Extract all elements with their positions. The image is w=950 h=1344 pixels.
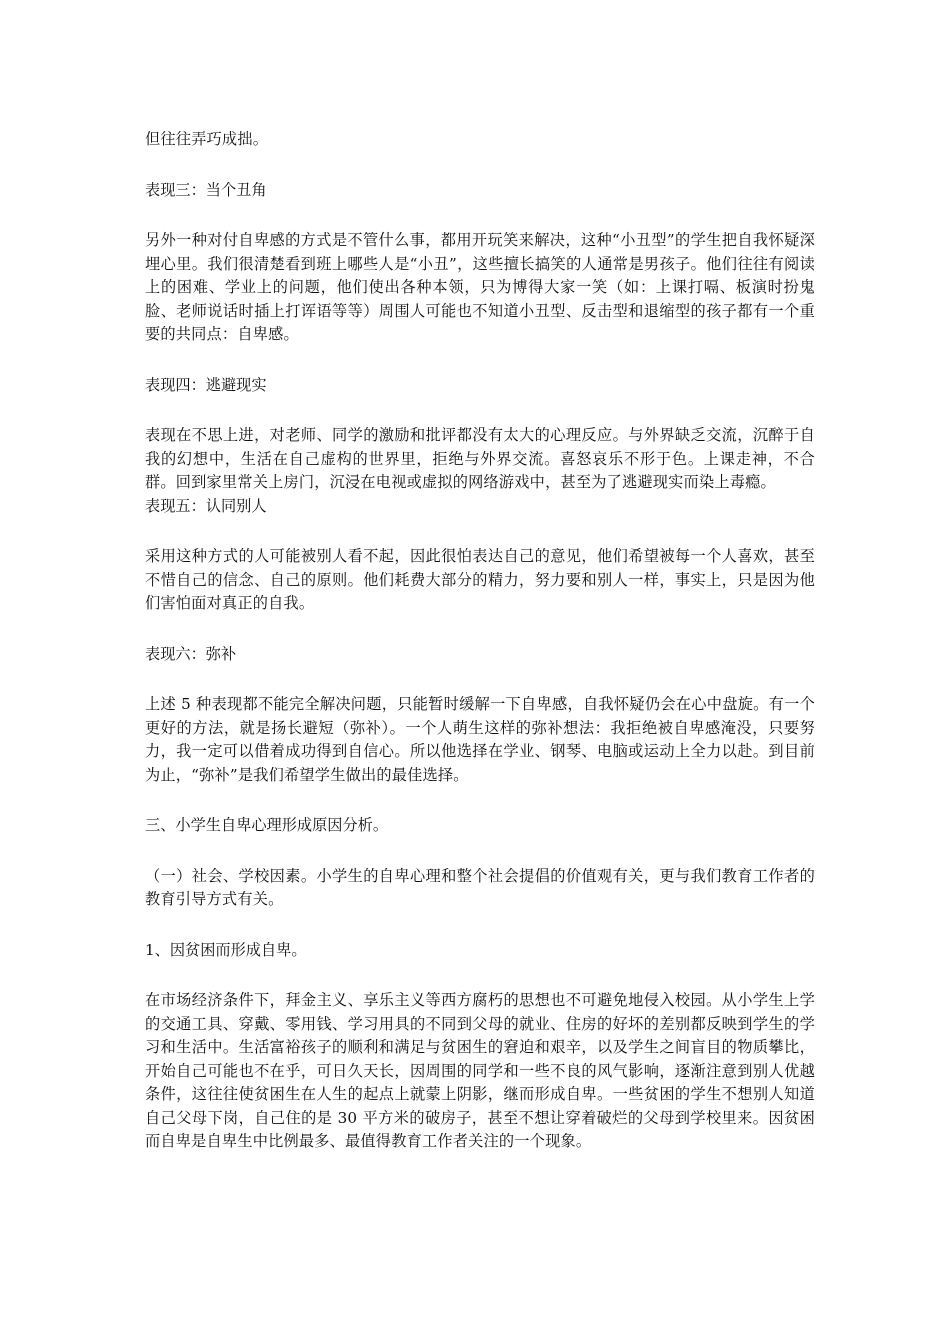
spacer (145, 347, 815, 374)
paragraph-escape: 表现在不思上进，对老师、同学的激励和批评都没有太大的心理反应。与外界缺乏交流，沉醉于自我的幻想中，生活在自己虚构的世界里，拒绝与外界交流。喜怒哀乐不形于色。上课走神，不合群。回到家里常关上房门，沉浸在电视或虚拟的网络游戏中，甚至为了逃避现实而染上毒瘾。 (145, 426, 815, 491)
heading-poverty: 1、因贫困而形成自卑。 (145, 940, 307, 959)
paragraph-compensate: 上述 5 种表现都不能完全解决问题，只能暂时缓解一下自卑感，自我怀疑仍会在心中盘旋。有一个更好的方法，就是扬长避短（弥补）。一个人萌生这样的弥补想法：我拒绝被自卑感淹没，只要努力，我一定可以借着成功得到自信心。所以他选择在学业、钢琴、电脑或运动上全力以赴。到目前为止，“弥补”是我们希望学生做出的最佳选择。 (145, 695, 815, 784)
heading-manifestation-3: 表现三：当个丑角 (145, 180, 267, 199)
heading-manifestation-5: 表现五：认同别人 (145, 496, 267, 515)
heading-section-3: 三、小学生自卑心理形成原因分析。 (145, 816, 388, 834)
paragraph-intro-end: 但往往弄巧成拙。 (145, 130, 269, 148)
spacer (145, 518, 815, 545)
paragraph-identify: 采用这种方式的人可能被别人看不起，因此很怕表达自己的意见，他们希望被每一个人喜欢，甚至不惜自己的信念、自己的原则。他们耗费大部分的精力，努力要和别人一样，事实上，只是因为他们害怕面对真正的自我。 (145, 547, 815, 612)
paragraph-clown: 另外一种对付自卑感的方式是不管什么事，都用开玩笑来解决，这种“小丑型”的学生把自我怀疑深埋心里。我们很清楚看到班上哪些人是“小丑”，这些擅长搞笑的人通常是男孩子。他们往往有阅读上的困难、学业上的问题，他们使出各种本领，只为博得大家一笑（如：上课打嗝、板演时扮鬼脸、老师说话时插上打诨语等等）周围人可能也不知道小丑型、反击型和退缩型的孩子都有一个重要的共同点：自卑感。 (145, 231, 815, 343)
paragraph-poverty: 在市场经济条件下，拜金主义、享乐主义等西方腐朽的思想也不可避免地侵入校园。从小学生上学的交通工具、穿戴、零用钱、学习用具的不同到父母的就业、住房的好坏的差别都反映到学生的学习和生活中。生活富裕孩子的顺利和满足与贫困生的窘迫和艰辛，以及学生之间盲目的物质攀比，开始自己可能也不在乎，可日久天长，因周围的同学和一些不良的风气影响，逐渐注意到别人优越条件，这往往使贫困生在人生的起点上就蒙上阴影，继而形成自卑。一些贫困的学生不想别人知道自己父母下岗，自己住的是 30 平方米的破房子，甚至不想让穿着破烂的父母到学校里来。因贫困而自卑是自卑生中比例最多、最值得教育工作者关注的一个现象。 (145, 991, 815, 1150)
spacer (145, 616, 815, 643)
spacer (145, 397, 815, 424)
heading-manifestation-4: 表现四：逃避现实 (145, 375, 267, 394)
spacer (145, 202, 815, 229)
spacer (145, 787, 815, 814)
paragraph-social-factors: （一）社会、学校因素。小学生的自卑心理和整个社会提倡的价值观有关，更与我们教育工作者的教育引导方式有关。 (145, 866, 815, 908)
spacer (145, 838, 815, 865)
document-page (145, 128, 815, 1154)
heading-manifestation-6: 表现六：弥补 (145, 644, 237, 663)
spacer (145, 962, 815, 989)
spacer (145, 152, 815, 179)
spacer (145, 666, 815, 693)
spacer (145, 912, 815, 939)
